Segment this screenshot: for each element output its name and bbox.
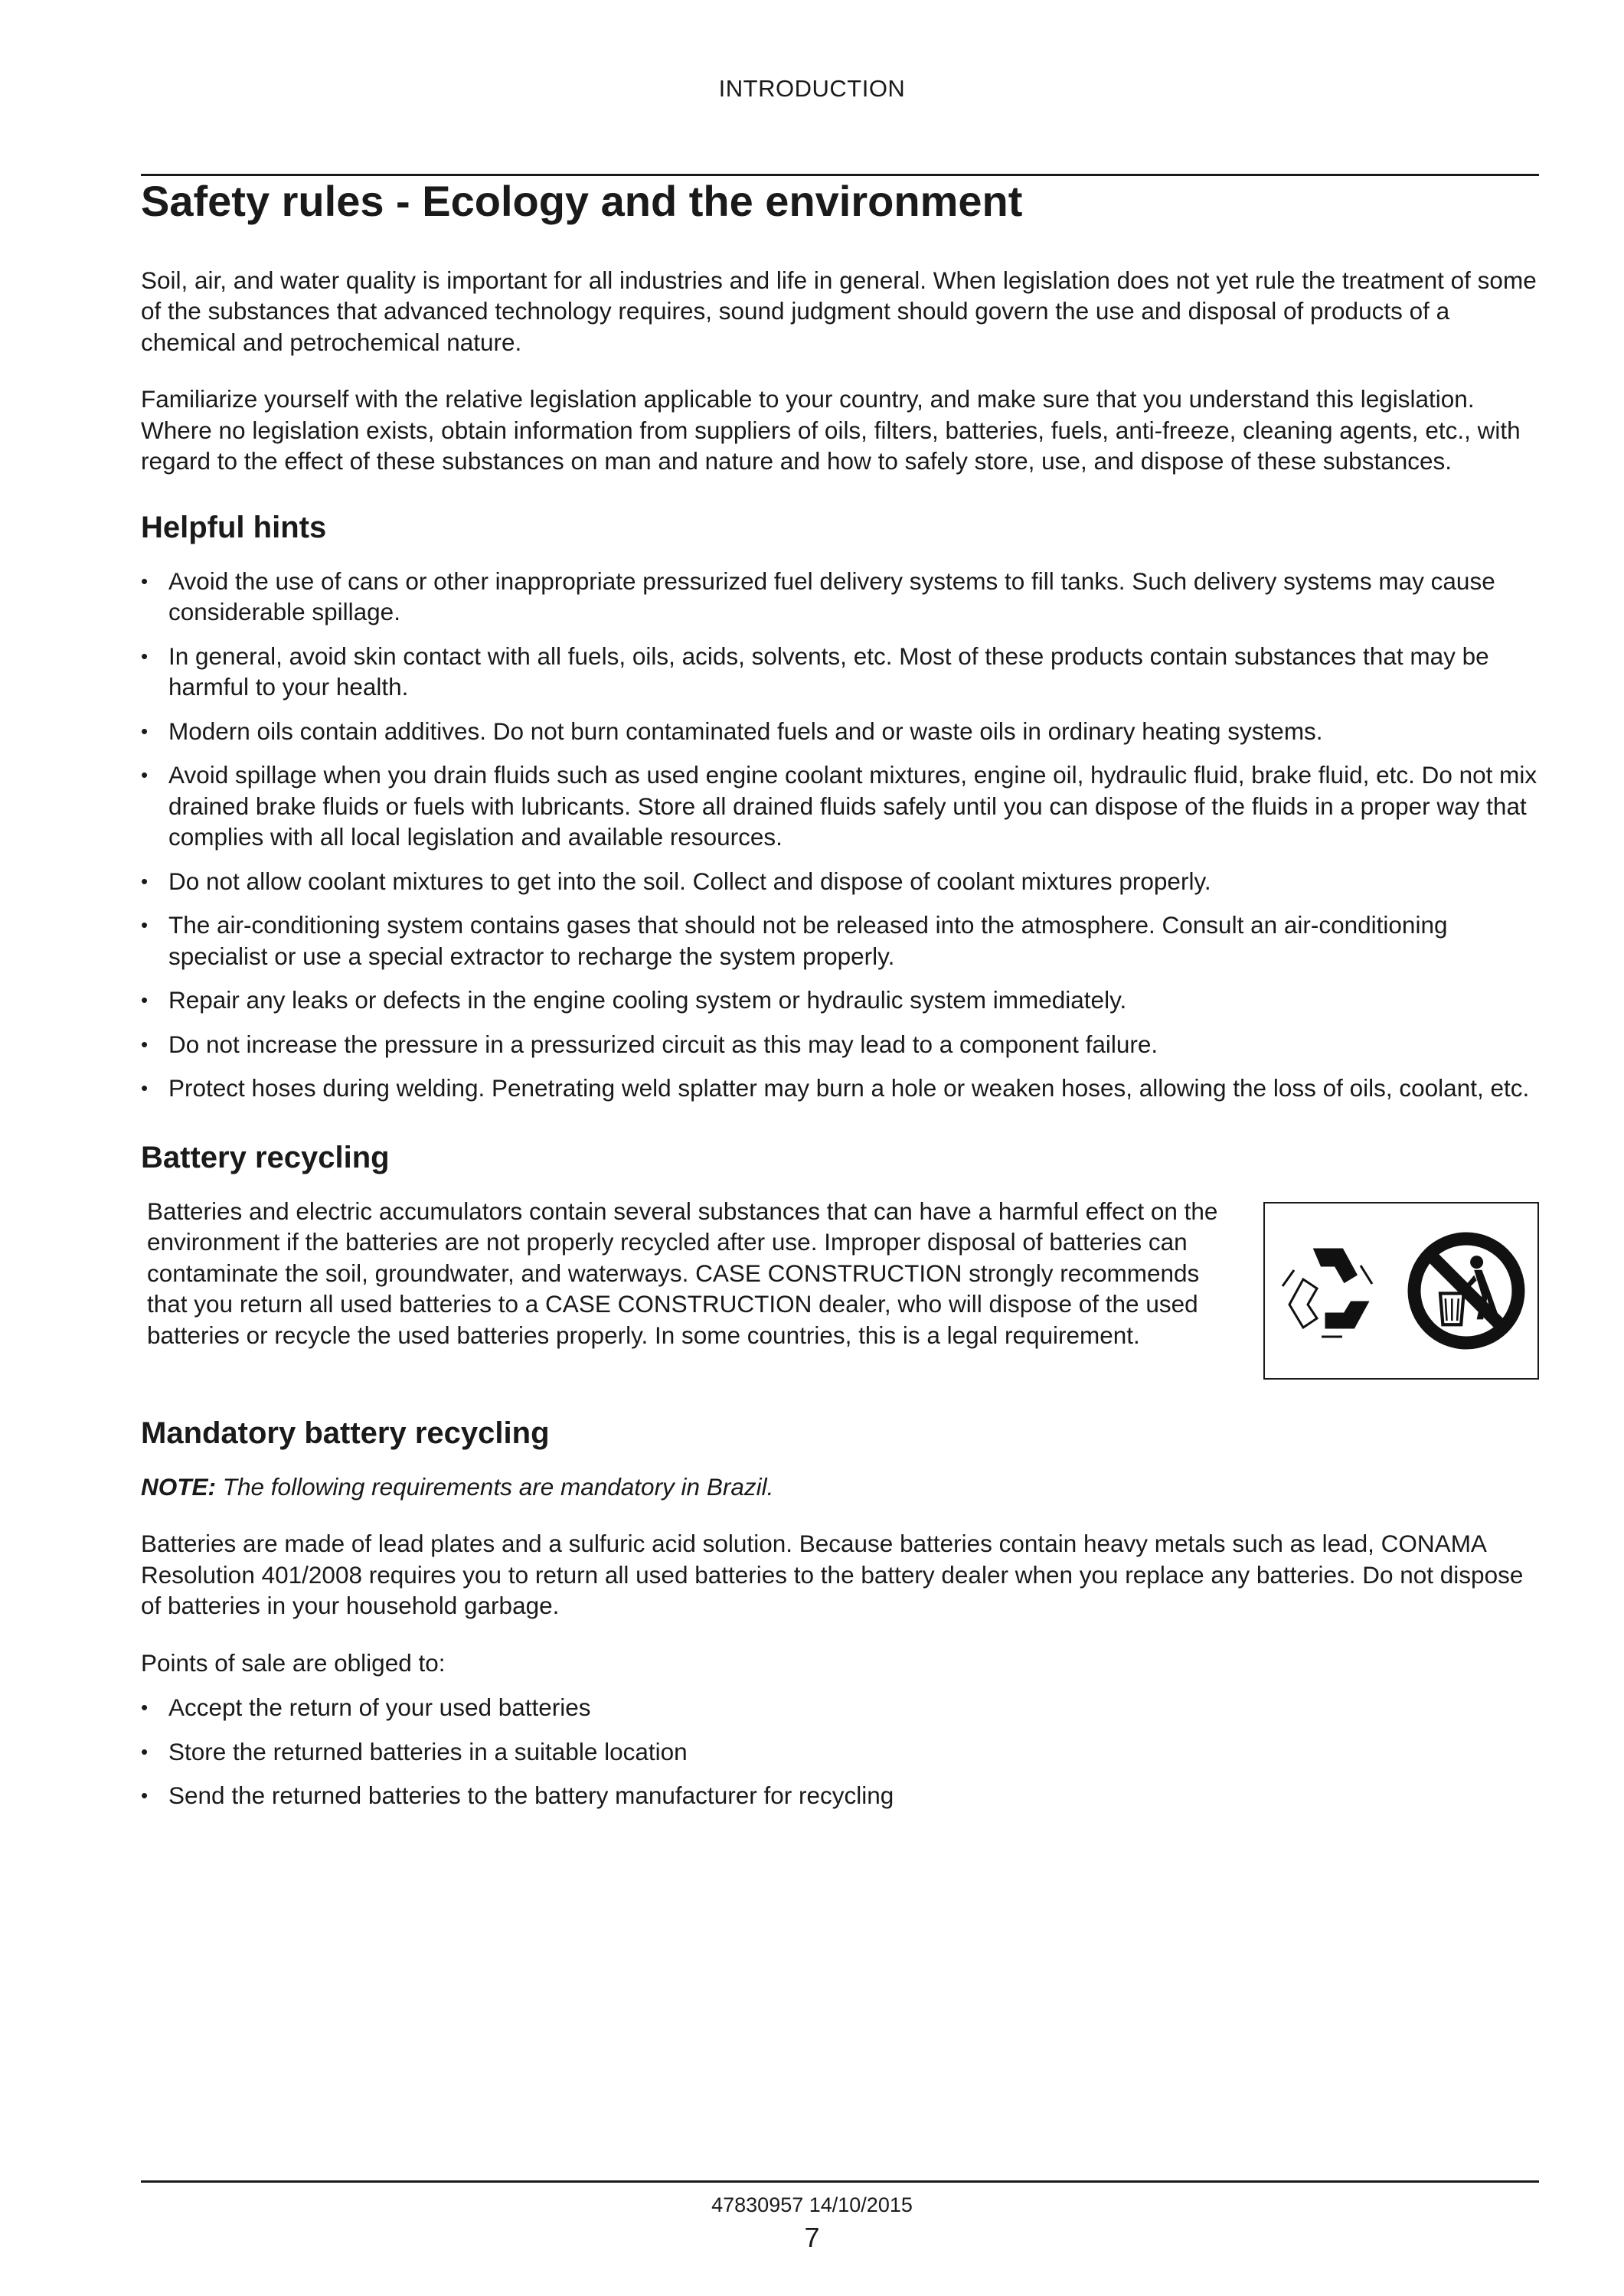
footer-rule bbox=[141, 2180, 1539, 2183]
page-number: 7 bbox=[804, 2222, 820, 2253]
recycling-figure bbox=[1263, 1202, 1539, 1380]
intro-paragraph-2: Familiarize yourself with the relative legislation applicable to your country, and make sure that you understand this legislation. Where no legislation exists, obtain information from suppliers of oils, filters, batteries, fuels, anti-freeze, cleaning agents, etc., with regard to the effect of these substances on man and nature and how to safely store, use, and dispose of these substances. bbox=[141, 385, 1521, 475]
list-item: • Protect hoses during welding. Penetrating weld splatter may burn a hole or weaken hoses, allowing the loss of oils, coolant, etc. bbox=[141, 1073, 1539, 1104]
helpful-hints-list bbox=[141, 566, 1539, 1104]
list-item: • Send the returned batteries to the battery manufacturer for recycling bbox=[141, 1780, 1539, 1811]
mandatory-paragraph: Batteries are made of lead plates and a sulfuric acid solution. Because batteries contain heavy metals such as lead, CONAMA Resolution 401/2008 requires you to return all used batteries to the battery dealer when you replace any batteries. Do not dispose of batteries in your household garbage. bbox=[141, 1530, 1524, 1620]
intro-paragraph-1: Soil, air, and water quality is important for all industries and life in general. When legislation does not yet rule the treatment of some of the substances that advanced technology requires, sound judgment should govern the use and disposal of products of a chemical and petrochemical nature. bbox=[141, 266, 1537, 356]
page-title: Safety rules - Ecology and the environment bbox=[141, 177, 1023, 225]
list-item: • Avoid spillage when you drain fluids such as used engine coolant mixtures, engine oil, hydraulic fluid, brake fluid, etc. Do not mix drained brake fluids or fuels with lubricants. Store all drained fluids safely until you can dispose of the fluids in a proper way that complies with all local legislation and available resources. bbox=[141, 759, 1539, 853]
recycle-icon bbox=[1271, 1233, 1386, 1348]
list-item: • Accept the return of your used batteries bbox=[141, 1692, 1539, 1723]
no-trash-bin-icon bbox=[1401, 1226, 1531, 1356]
note-text: The following requirements are mandatory in Brazil. bbox=[222, 1472, 774, 1501]
list-item: • Repair any leaks or defects in the engine cooling system or hydraulic system immediately. bbox=[141, 985, 1539, 1016]
list-item: • In general, avoid skin contact with all fuels, oils, acids, solvents, etc. Most of these products contain substances that may be harmful to your health. bbox=[141, 641, 1539, 703]
list-item: • Do not increase the pressure in a pressurized circuit as this may lead to a component failure. bbox=[141, 1029, 1539, 1060]
mandatory-lead-in: Points of sale are obliged to: bbox=[141, 1648, 446, 1677]
document-code: 47830957 14/10/2015 bbox=[711, 2193, 913, 2216]
header-rule bbox=[141, 174, 1539, 176]
list-item: • Avoid the use of cans or other inappropriate pressurized fuel delivery systems to fill tanks. Such delivery systems may cause considerable spillage. bbox=[141, 566, 1539, 628]
list-item: • Modern oils contain additives. Do not burn contaminated fuels and or waste oils in ordinary heating systems. bbox=[141, 716, 1539, 747]
battery-recycling-section bbox=[141, 1196, 1539, 1380]
points-of-sale-list bbox=[141, 1692, 1539, 1811]
mandatory-recycling-heading: Mandatory battery recycling bbox=[141, 1416, 550, 1450]
note-label: NOTE: bbox=[141, 1472, 216, 1501]
helpful-hints-heading: Helpful hints bbox=[141, 510, 327, 544]
list-item: • Do not allow coolant mixtures to get into the soil. Collect and dispose of coolant mixtures properly. bbox=[141, 866, 1539, 897]
page-content bbox=[141, 178, 1539, 1837]
mandatory-note bbox=[141, 1471, 1539, 1503]
battery-recycling-text: Batteries and electric accumulators contain several substances that can have a harmful effect on the environment if the batteries are not properly recycled after use. Improper disposal of batteries can contaminate the soil, groundwater, and waterways. CASE CONSTRUCTION strongly recommends that you return all used batteries to a CASE CONSTRUCTION dealer, who will dispose of the used batteries or recycle the used batteries properly. In some countries, this is a legal requirement. bbox=[147, 1197, 1218, 1349]
list-item: • The air-conditioning system contains gases that should not be released into the atmosphere. Consult an air-conditioning specialist or use a special extractor to recharge the system properly. bbox=[141, 910, 1539, 972]
battery-recycling-heading: Battery recycling bbox=[141, 1140, 390, 1174]
list-item: • Store the returned batteries in a suitable location bbox=[141, 1736, 1539, 1768]
running-header: INTRODUCTION bbox=[718, 75, 906, 102]
